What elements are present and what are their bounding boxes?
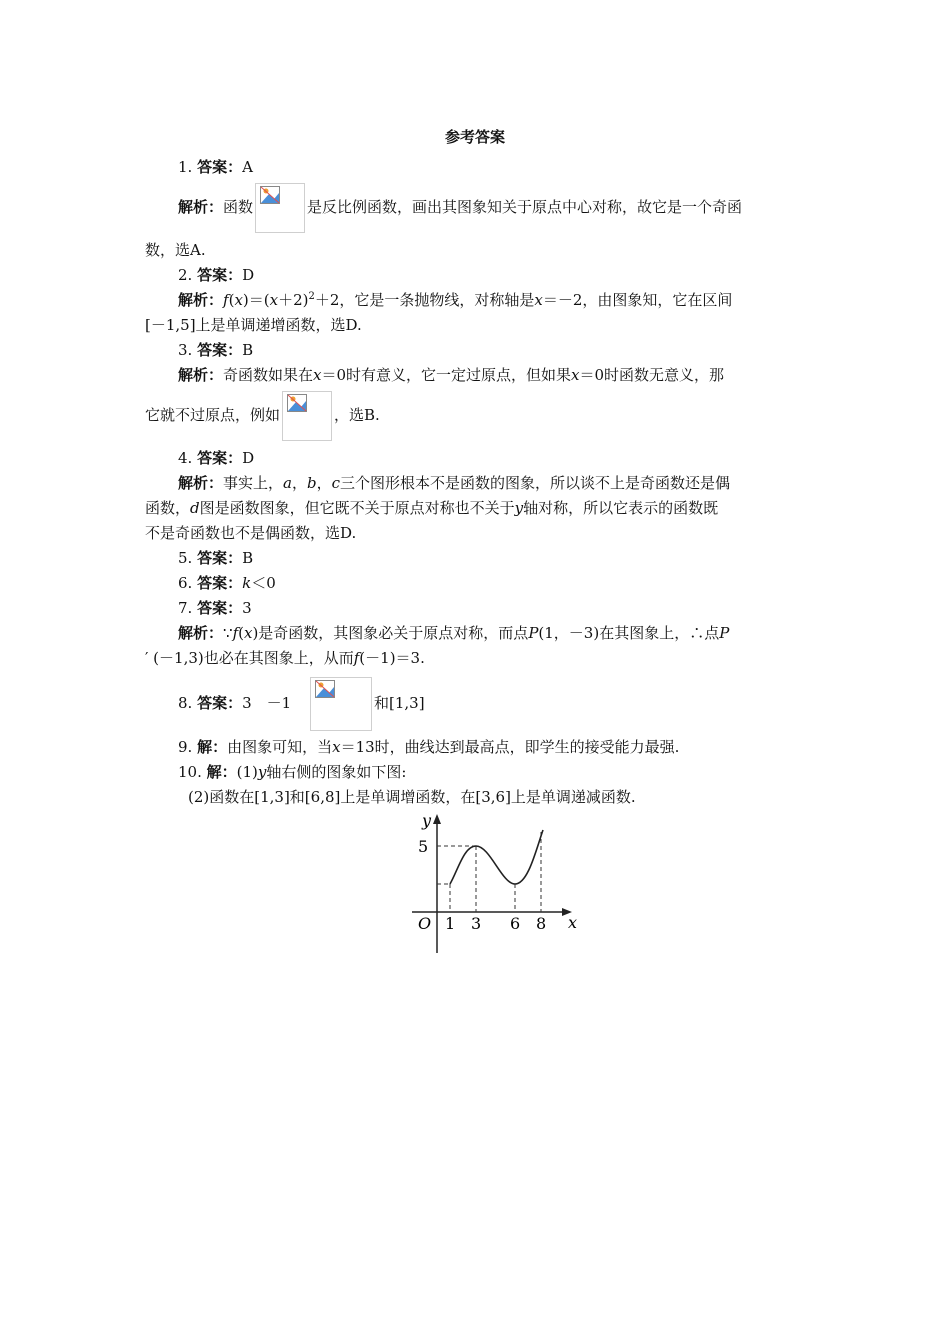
q2-x1: x <box>234 291 243 309</box>
q3-answer-line <box>178 340 253 360</box>
q4-answer-label: 答案： <box>197 449 243 467</box>
function-graph <box>410 810 580 960</box>
q4-d: d <box>190 499 200 517</box>
q5-answer-label: 答案： <box>197 549 243 567</box>
q1-answer: A <box>242 158 253 176</box>
q8-number: 8. <box>178 694 193 712</box>
q4-c: c <box>331 474 341 492</box>
q2-explanation-label: 解析： <box>178 291 224 309</box>
q5-answer-line <box>178 548 253 568</box>
q4-t4: 三个图形根本不是函数的图象，所以谈不上是奇函数还是偶 <box>340 474 731 492</box>
q7-answer-label: 答案： <box>197 599 243 617</box>
x-tick-8: 8 <box>536 914 547 933</box>
q2-eq: )＝( <box>242 291 270 309</box>
q2-explanation-line1 <box>178 290 732 310</box>
q3-text3: ＝0时函数无意义，那 <box>579 366 725 384</box>
q9-line <box>178 737 679 757</box>
q5-answer: B <box>242 549 254 567</box>
x-tick-1: 1 <box>445 914 456 933</box>
q3-text4: 它就不过原点，例如 <box>145 406 281 424</box>
q7-number: 7. <box>178 599 193 617</box>
q4-t1: 事实上， <box>223 474 284 492</box>
q3-number: 3. <box>178 341 193 359</box>
q8-answer-a: 3 －1 <box>242 694 292 712</box>
q7-t4: (－1)＝3. <box>359 649 425 667</box>
q9-t2: ＝13时，曲线达到最高点，即学生的接受能力最强. <box>340 738 680 756</box>
q1-number: 1. <box>178 158 193 176</box>
q2-answer-label: 答案： <box>197 266 243 284</box>
q4-t5: 函数， <box>145 499 191 517</box>
q4-t3: ， <box>316 474 332 492</box>
q3-explanation-line1 <box>178 365 724 385</box>
q9-t1: 由图象可知，当 <box>227 738 333 756</box>
q1-exp-text-b: 是反比例函数，画出其图象知关于原点中心对称，故它是一个奇函 <box>307 198 743 216</box>
broken-image-icon <box>282 391 332 441</box>
q3-explanation-label: 解析： <box>178 366 224 384</box>
x-tick-6: 6 <box>510 914 521 933</box>
q2-text: ＋2，它是一条抛物线，对称轴是 <box>314 291 535 309</box>
q6-answer: ＜0 <box>251 574 276 592</box>
dashed-guides <box>437 832 541 912</box>
q7-f: f <box>232 624 239 642</box>
q7-t3: ′ (－1,3)也必在其图象上，从而 <box>145 649 354 667</box>
q4-explanation-line2 <box>145 498 718 518</box>
page-title: 参考答案 <box>444 128 505 146</box>
y-axis-arrow <box>433 814 441 824</box>
origin-label: O <box>418 914 432 933</box>
q4-answer: D <box>242 449 255 467</box>
x-axis-label: x <box>568 913 578 932</box>
q2-x2: x <box>269 291 279 309</box>
q7-f2: f <box>353 649 360 667</box>
broken-image-icon <box>255 183 305 233</box>
q8-answer-b: 和[1,3] <box>373 694 425 712</box>
q7-P2: P <box>719 624 730 642</box>
q1-exp-text-a: 函数 <box>223 198 254 216</box>
q4-answer-line <box>178 448 254 468</box>
q1-answer-label: 答案： <box>197 158 243 176</box>
q4-a: a <box>283 474 292 492</box>
q10-number: 10. <box>178 763 202 781</box>
q6-k: k <box>242 574 252 592</box>
y-tick-5: 5 <box>418 837 429 856</box>
q2-x3: x <box>534 291 543 309</box>
q7-explanation-label: 解析： <box>178 624 224 642</box>
q10-t1: (1) <box>236 763 258 781</box>
q10-t2: 轴右侧的图象如下图: <box>266 763 407 781</box>
q7-x: x <box>243 624 253 642</box>
q1-explanation-line2: 数，选A. <box>145 241 206 259</box>
q6-number: 6. <box>178 574 193 592</box>
q1-answer-line <box>178 157 253 177</box>
q5-number: 5. <box>178 549 193 567</box>
q4-number: 4. <box>178 449 193 467</box>
q2-plus2: ＋2) <box>278 291 309 309</box>
q4-y: y <box>514 499 524 517</box>
q2-number: 2. <box>178 266 193 284</box>
q3-x1: x <box>313 366 322 384</box>
q3-text1: 奇函数如果在 <box>223 366 314 384</box>
q9-label: 解： <box>197 738 228 756</box>
q4-t7: 轴对称，所以它表示的函数既 <box>523 499 719 517</box>
q8-answer-line <box>178 677 425 731</box>
q10-label: 解： <box>206 763 237 781</box>
curve <box>450 830 543 884</box>
q7-explanation-line1 <box>178 623 729 643</box>
q3-answer-label: 答案： <box>197 341 243 359</box>
q2-explanation-line2: [－1,5]上是单调递增函数，选D. <box>145 316 362 334</box>
q2-answer: D <box>242 266 255 284</box>
q2-answer-line <box>178 265 254 285</box>
q3-text5: ，选B. <box>334 406 380 424</box>
x-tick-3: 3 <box>471 914 482 933</box>
q2-f: f <box>223 291 229 309</box>
q6-answer-label: 答案： <box>197 574 243 592</box>
q7-p1: ( <box>238 624 244 642</box>
q3-answer: B <box>242 341 254 359</box>
q4-explanation-line1 <box>178 473 730 493</box>
q1-explanation-line1 <box>178 182 742 233</box>
q10-y: y <box>257 763 267 781</box>
q6-answer-line <box>178 573 276 593</box>
q2-square: 2 <box>308 291 315 302</box>
q10-line2: (2)函数在[1,3]和[6,8]上是单调增函数，在[3,6]上是单调递减函数. <box>188 788 636 806</box>
q7-answer: 3 <box>242 599 252 617</box>
q7-answer-line <box>178 598 252 618</box>
q2-text2: ＝－2，由图象知，它在区间 <box>542 291 733 309</box>
q3-explanation-line2 <box>145 390 380 441</box>
q9-x: x <box>332 738 341 756</box>
q1-explanation-label: 解析： <box>178 198 224 216</box>
q7-because: ∵ <box>223 624 233 642</box>
q7-explanation-line2 <box>145 648 425 668</box>
q7-t1: )是奇函数，其图象必关于原点对称，而点 <box>252 624 529 642</box>
y-axis-label: y <box>422 811 432 830</box>
q3-x2: x <box>571 366 580 384</box>
q7-t2: (1，－3)在其图象上，∴点 <box>538 624 720 642</box>
q2-paren: ( <box>228 291 235 309</box>
q4-explanation-line3: 不是奇函数也不是偶函数，选D. <box>145 524 357 542</box>
q4-t6: 图是函数图象，但它既不关于原点对称也不关于 <box>199 499 515 517</box>
q4-b: b <box>307 474 317 492</box>
q3-text2: ＝0时有意义，它一定过原点，但如果 <box>321 366 572 384</box>
q7-P: P <box>528 624 539 642</box>
q10-line1 <box>178 762 406 782</box>
q8-answer-label: 答案： <box>197 694 243 712</box>
q4-explanation-label: 解析： <box>178 474 224 492</box>
broken-image-icon <box>310 677 372 731</box>
q4-t2: ， <box>291 474 307 492</box>
q9-number: 9. <box>178 738 193 756</box>
